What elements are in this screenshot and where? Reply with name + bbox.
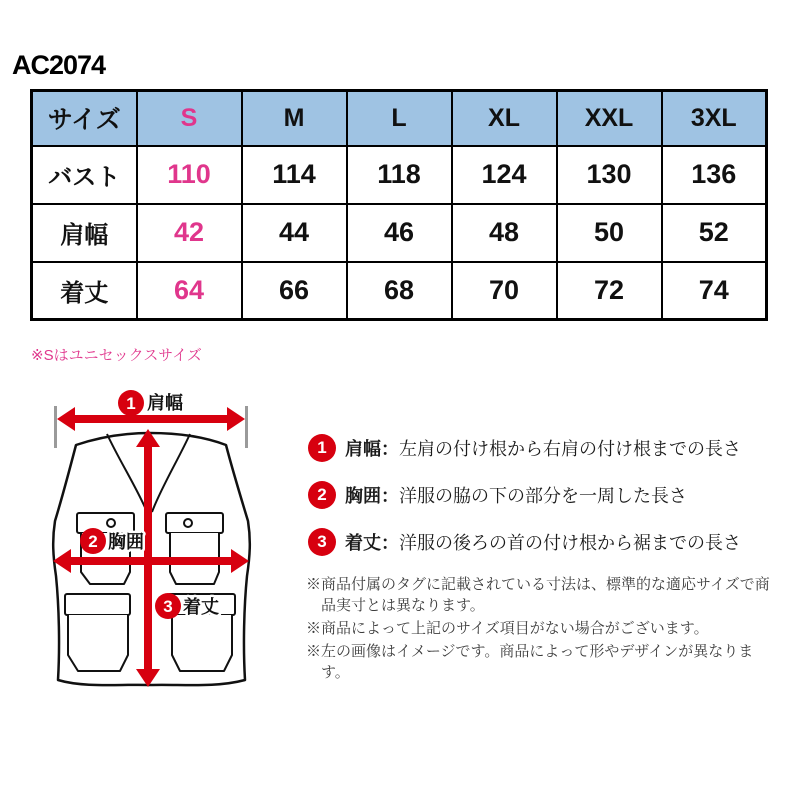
label-3-text: 着丈 <box>183 597 219 617</box>
shoulder-xxl: 50 <box>557 204 662 262</box>
length-3xl: 74 <box>662 262 767 320</box>
bust-l: 118 <box>347 146 452 204</box>
legend-3-badge: 3 <box>308 528 336 556</box>
unisex-footnote: ※Sはユニセックスサイズ <box>31 347 202 364</box>
size-col-3xl: 3XL <box>662 91 767 146</box>
legend-item-length <box>308 528 741 556</box>
size-table-corner-header: サイズ <box>32 91 137 146</box>
shoulder-3xl: 52 <box>662 204 767 262</box>
legend-1-text <box>345 435 741 461</box>
legend-1-term: 肩幅： <box>345 439 399 459</box>
legend-2-badge: 2 <box>308 481 336 509</box>
legend-item-shoulder <box>308 434 741 462</box>
size-table <box>30 89 768 321</box>
bust-xl: 124 <box>452 146 557 204</box>
disclaimer-notes <box>306 574 778 685</box>
size-col-l: L <box>347 91 452 146</box>
size-col-s: S <box>137 91 242 146</box>
size-col-xl: XL <box>452 91 557 146</box>
row-label-length: 着丈 <box>32 262 137 320</box>
bust-m: 114 <box>242 146 347 204</box>
vest-measurement-diagram <box>35 388 300 718</box>
bust-3xl: 136 <box>662 146 767 204</box>
shoulder-s: 42 <box>137 204 242 262</box>
length-s: 64 <box>137 262 242 320</box>
legend-3-term: 着丈： <box>345 533 399 553</box>
label-1-text: 肩幅 <box>147 393 183 413</box>
length-xxl: 72 <box>557 262 662 320</box>
measurement-legend <box>308 434 741 556</box>
length-xl: 70 <box>452 262 557 320</box>
note-missing-items: ※商品によって上記のサイズ項目がない場合がございます。 <box>306 620 709 637</box>
shoulder-xl: 48 <box>452 204 557 262</box>
table-row-bust <box>32 146 767 204</box>
label-3-num: 3 <box>163 597 173 616</box>
length-m: 66 <box>242 262 347 320</box>
label-2-text: 胸囲 <box>108 532 144 552</box>
bust-xxl: 130 <box>557 146 662 204</box>
row-label-shoulder: 肩幅 <box>32 204 137 262</box>
label-2-num: 2 <box>88 532 98 551</box>
legend-2-text <box>345 482 687 508</box>
shoulder-l: 46 <box>347 204 452 262</box>
note-image-sample: ※左の画像はイメージです。商品によって形やデザインが異なります。 <box>306 643 754 681</box>
legend-item-chest <box>308 481 741 509</box>
size-col-m: M <box>242 91 347 146</box>
length-l: 68 <box>347 262 452 320</box>
legend-3-desc: 洋服の後ろの首の付け根から裾までの長さ <box>399 533 741 553</box>
note-tag-size: ※商品付属のタグに記載されている寸法は、標準的な適応サイズで商品実寸とは異なります。 <box>306 576 770 614</box>
row-label-bust: バスト <box>32 146 137 204</box>
table-row-shoulder <box>32 204 767 262</box>
legend-1-desc: 左肩の付け根から右肩の付け根までの長さ <box>399 439 741 459</box>
size-col-xxl: XXL <box>557 91 662 146</box>
table-row-length <box>32 262 767 320</box>
size-table-header-row <box>32 91 767 146</box>
shoulder-m: 44 <box>242 204 347 262</box>
bust-s: 110 <box>137 146 242 204</box>
legend-2-desc: 洋服の脇の下の部分を一周した長さ <box>399 486 687 506</box>
legend-2-term: 胸囲： <box>345 486 399 506</box>
legend-1-badge: 1 <box>308 434 336 462</box>
label-1-num: 1 <box>126 394 136 413</box>
legend-3-text <box>345 529 741 555</box>
product-code-title: AC2074 <box>12 50 106 80</box>
